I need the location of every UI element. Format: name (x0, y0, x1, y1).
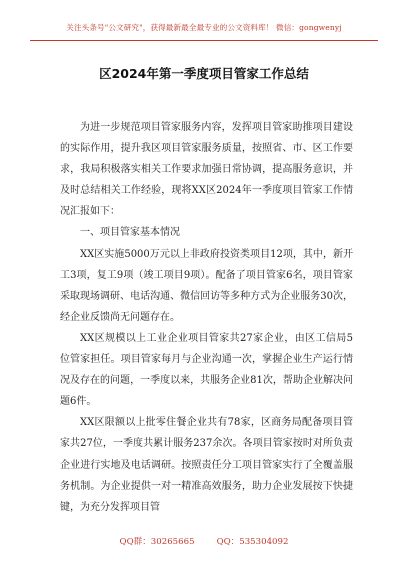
header-note: 关注头条号"公文研究"，获得最新最全最专业的公文资料库！ 微信：gongwenyj (66, 23, 342, 32)
document-body (60, 117, 353, 518)
section-heading: 一、项目管家基本情况 (80, 227, 180, 239)
paragraph-industry: XX区规模以上工业企业项目管家共27家企业，由区工信局5位管家担任。项目管家每月与企业沟通一次，掌握企业生产运行情况及存在的问题，一季度以来，共服务企业81次，帮助企业解决问题6件。 (60, 332, 353, 408)
paragraph-commerce: XX区限额以上批零住餐企业共有78家，区商务局配备项目管家共27位，一季度共累计服务237余次。各项目管家按时对所负责企业进行实地及电话调研。按照责任分工项目管家实行了全覆盖服务机制。为企业提供一对一精准高效服务，助力企业发展按下快捷键，为充分发挥项目管 (60, 417, 353, 513)
footer-contact (0, 535, 408, 547)
document-title: 区2024年第一季度项目管家工作总结 (99, 66, 309, 81)
header-divider (30, 40, 378, 41)
paragraph-intro: 为进一步规范项目管家服务内容，发挥项目管家助推项目建设的实际作用，提升我区项目管家服务质量，按照省、市、区工作要求，我局积极落实相关工作要求加强日常协调，提高服务意识，并及时总结相关工作经验，现将XX区2024年一季度项目管家工作情况汇报如下： (60, 122, 353, 218)
paragraph-projects: XX区实施5000万元以上非政府投资类项目12项，其中，新开工3项，复工9项（竣工项目9项）。配备了项目管家6名，项目管家采取现场调研、电话沟通、微信回访等多种方式为企业服务30次，经企业反馈尚无问题存在。 (60, 248, 353, 323)
footer-qq: QQ：535304092 (216, 537, 289, 547)
footer-qq-group: QQ群：30265665 (119, 537, 195, 547)
